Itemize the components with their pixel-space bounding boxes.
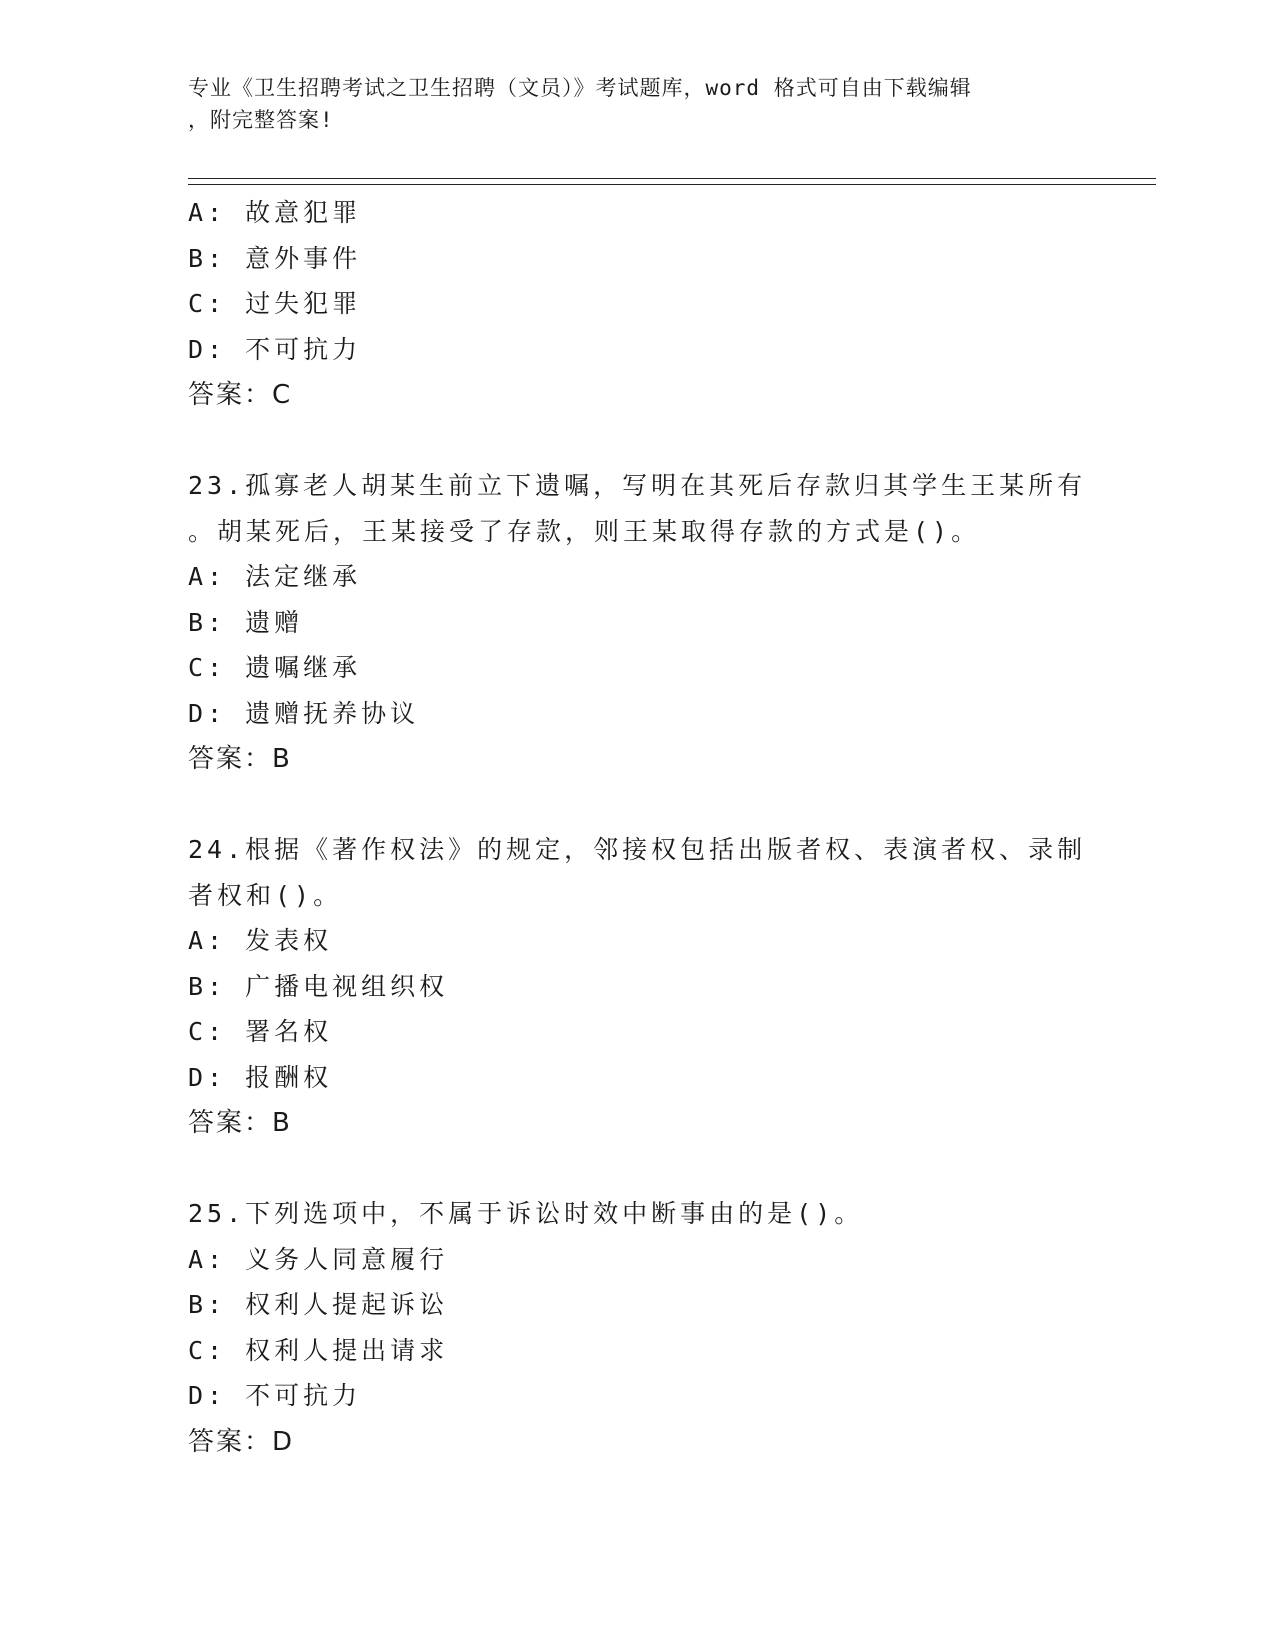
option-c: C: 遗嘱继承 [188,653,362,682]
answer: 答案：C [188,380,293,410]
option-d: D: 不可抗力 [188,1381,362,1410]
question-23 [188,463,1088,782]
answer: 答案：B [188,1108,292,1138]
option-c: C: 过失犯罪 [188,289,362,318]
option-d: D: 不可抗力 [188,334,362,364]
header-line-2: ，附完整答案! [188,108,334,132]
question-stem-line-2: 者权和()。 [188,880,343,910]
option-a: A: 发表权 [188,926,333,955]
option-a: A: 义务人同意履行 [188,1244,449,1274]
header-divider-bottom [188,184,1156,185]
question-24 [188,827,1088,1146]
document-header [188,72,1068,136]
question-25 [188,1191,1088,1465]
question-22 [188,190,1088,418]
spacer [188,1146,1088,1191]
option-d: D: 报酬权 [188,1062,333,1092]
option-c: C: 权利人提出请求 [188,1335,449,1365]
option-b: B: 遗赠 [188,607,304,637]
question-stem-line-1: 25.下列选项中，不属于诉讼时效中断事由的是()。 [188,1199,864,1228]
header-divider-top [188,178,1156,179]
option-c: C: 署名权 [188,1017,333,1046]
question-stem-line-1: 24.根据《著作权法》的规定，邻接权包括出版者权、表演者权、录制 [188,835,1087,864]
question-list [188,190,1088,1465]
spacer [188,782,1088,827]
option-b: B: 意外事件 [188,243,362,273]
option-b: B: 广播电视组织权 [188,971,449,1001]
question-stem-line-2: 。胡某死后，王某接受了存款，则王某取得存款的方式是()。 [188,516,981,546]
option-a: A: 法定继承 [188,562,362,591]
option-b: B: 权利人提起诉讼 [188,1290,449,1319]
answer: 答案：D [188,1426,295,1457]
header-line-1: 专业《卫生招聘考试之卫生招聘（文员）》考试题库，word 格式可自由下载编辑 [188,76,972,100]
option-a: A: 故意犯罪 [188,198,362,227]
answer: 答案：B [188,744,292,774]
spacer [188,418,1088,463]
option-d: D: 遗赠抚养协议 [188,698,420,728]
question-stem-line-1: 23.孤寡老人胡某生前立下遗嘱，写明在其死后存款归其学生王某所有 [188,471,1087,500]
